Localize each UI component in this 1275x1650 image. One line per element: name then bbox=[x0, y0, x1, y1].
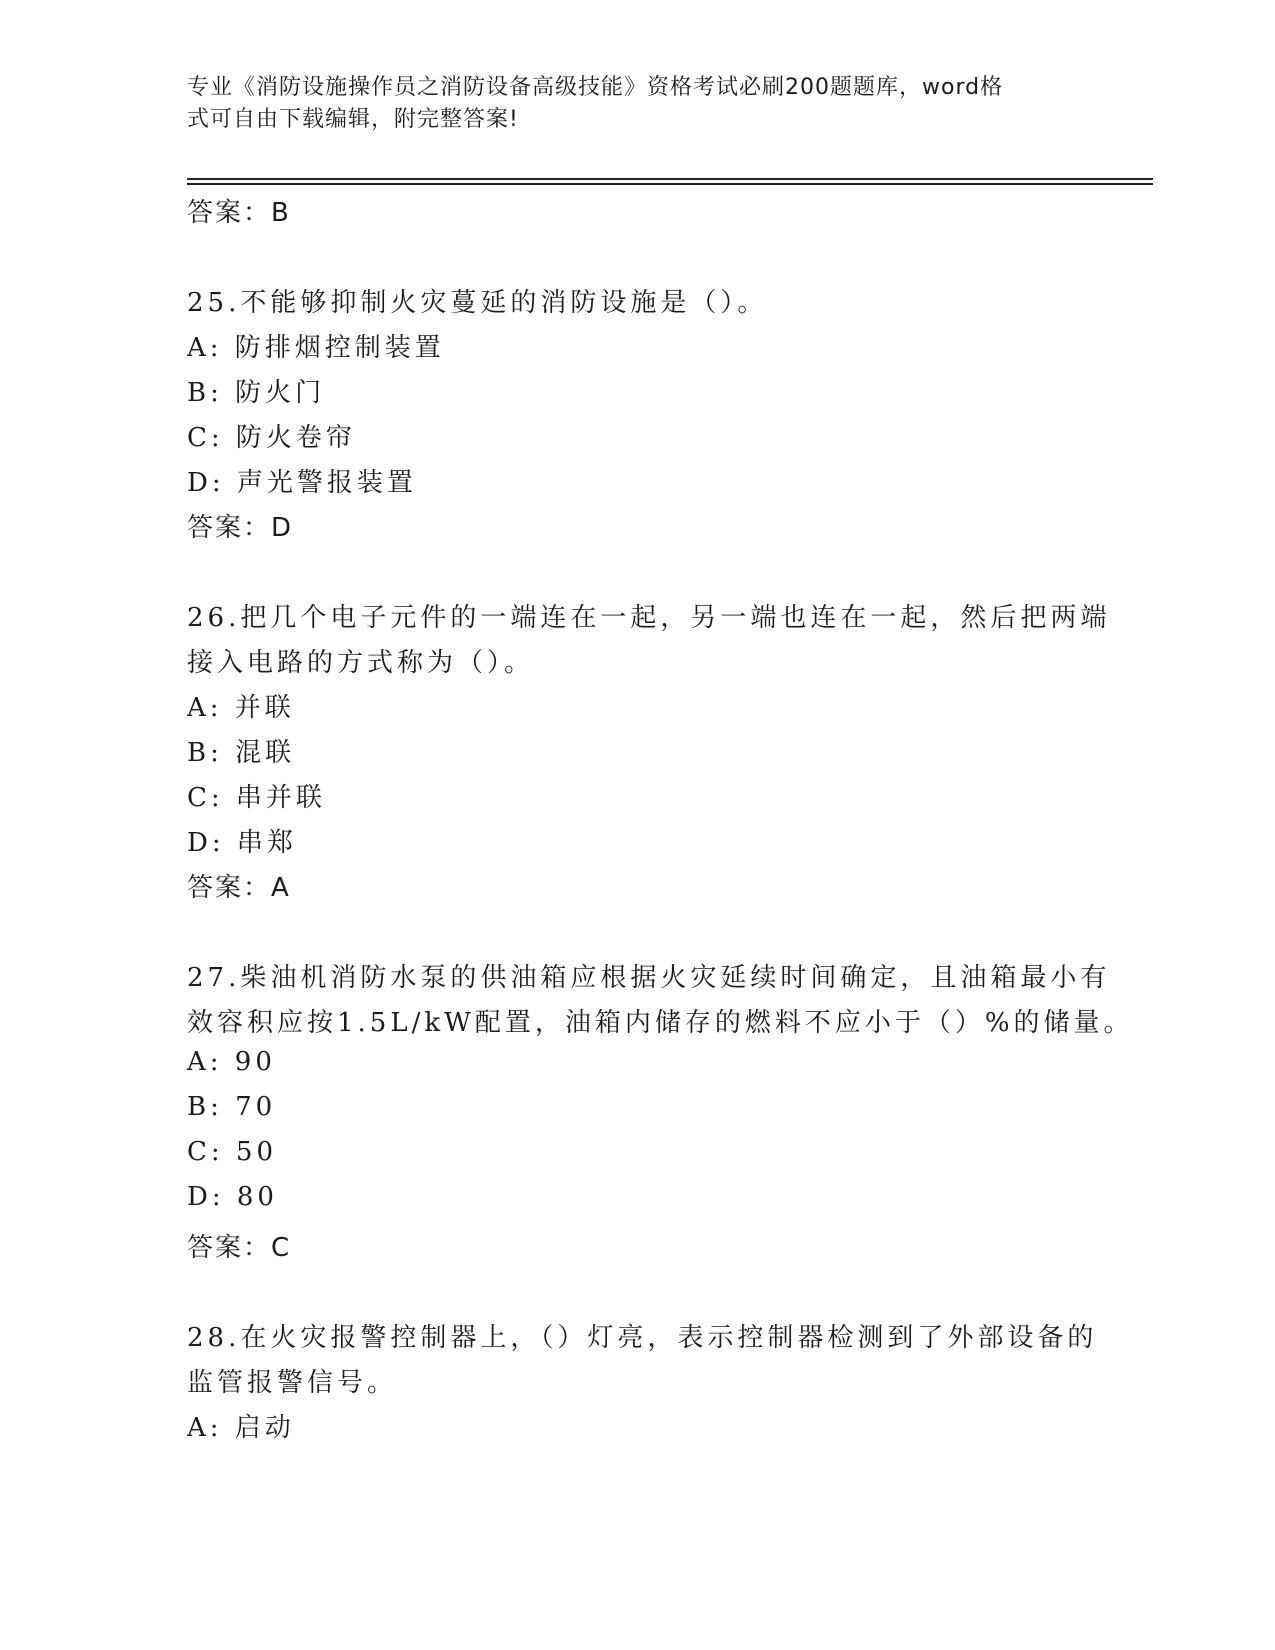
header-divider-bottom bbox=[187, 183, 1153, 185]
option-d: D: 声光警报装置 bbox=[187, 468, 417, 498]
question-stem: 28.在火灾报警控制器上，（）灯亮，表示控制器检测到了外部设备的 bbox=[187, 1323, 1098, 1353]
option-d: D: 串郑 bbox=[187, 828, 297, 858]
option-b: B: 混联 bbox=[187, 738, 296, 768]
question-stem-cont: 效容积应按1.5L/kW配置，油箱内储存的燃料不应小于（）%的储量。 bbox=[187, 1008, 1134, 1038]
header-line-2: 式可自由下载编辑，附完整答案! bbox=[187, 107, 519, 132]
option-b: B: 防火门 bbox=[187, 378, 326, 408]
answer-line: 答案：A bbox=[187, 873, 291, 903]
answer-line: 答案：B bbox=[187, 198, 291, 228]
header-line-1: 专业《消防设施操作员之消防设备高级技能》资格考试必刷200题题库，word格 bbox=[187, 75, 1004, 100]
option-a: A: 防排烟控制装置 bbox=[187, 333, 445, 363]
option-c: C: 50 bbox=[187, 1137, 278, 1167]
document-header bbox=[187, 72, 1067, 136]
option-c: C: 防火卷帘 bbox=[187, 423, 356, 453]
question-stem: 26.把几个电子元件的一端连在一起，另一端也连在一起，然后把两端 bbox=[187, 603, 1111, 633]
option-a: A: 90 bbox=[187, 1047, 276, 1077]
question-stem-cont: 监管报警信号。 bbox=[187, 1368, 398, 1398]
question-stem: 27.柴油机消防水泵的供油箱应根据火灾延续时间确定，且油箱最小有 bbox=[187, 963, 1111, 993]
answer-line: 答案：C bbox=[187, 1233, 292, 1263]
question-stem: 25.不能够抑制火灾蔓延的消防设施是（）。 bbox=[187, 288, 768, 318]
question-stem-cont: 接入电路的方式称为（）。 bbox=[187, 648, 535, 678]
answer-line: 答案：D bbox=[187, 513, 294, 543]
option-b: B: 70 bbox=[187, 1092, 277, 1122]
option-d: D: 80 bbox=[187, 1182, 278, 1212]
option-a: A: 启动 bbox=[187, 1413, 295, 1443]
option-c: C: 串并联 bbox=[187, 783, 326, 813]
header-divider-top bbox=[187, 178, 1153, 180]
option-a: A: 并联 bbox=[187, 693, 295, 723]
